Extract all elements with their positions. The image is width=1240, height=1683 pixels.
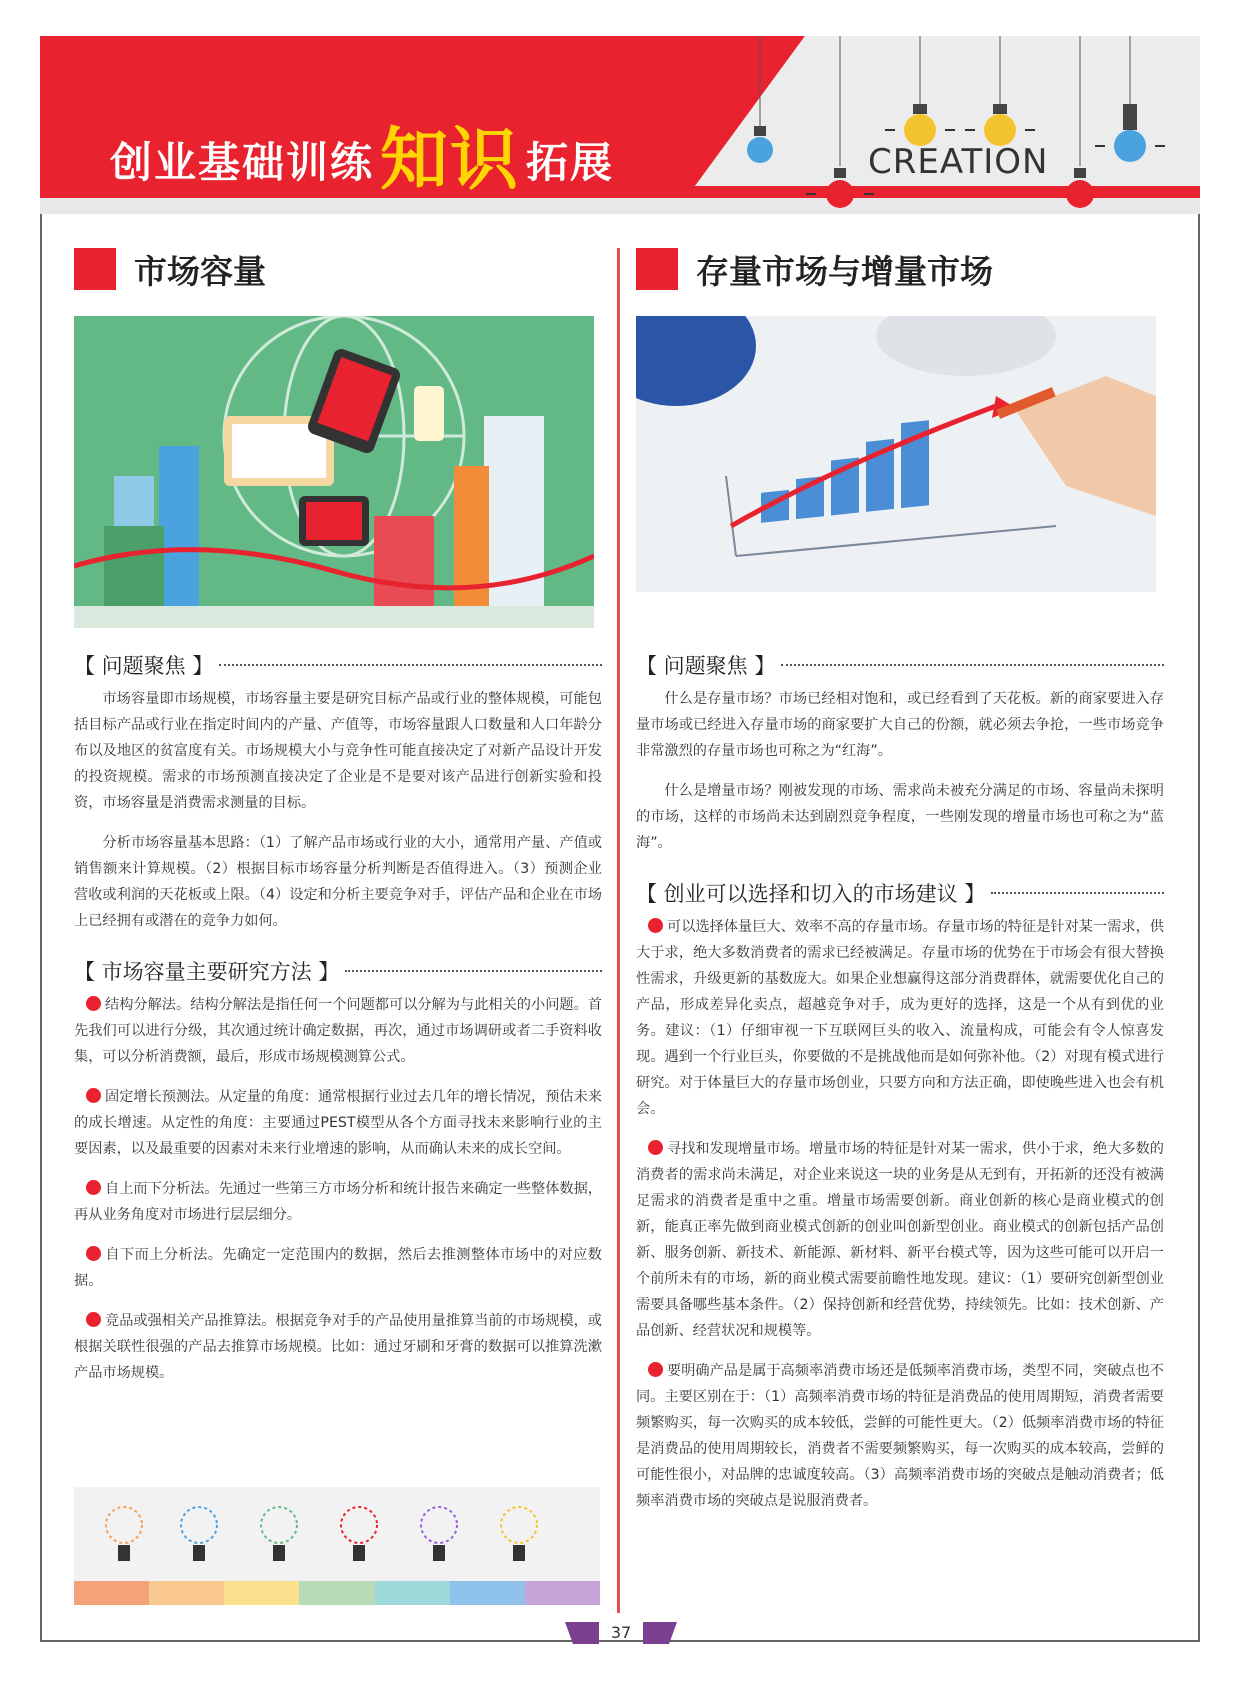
method-item bbox=[74, 1242, 602, 1294]
advice-item bbox=[636, 1136, 1164, 1344]
method-item-text: 结构分解法。结构分解法是指任何一个问题都可以分解为与此相关的小问题。首先我们可以进行分级，其次通过统计确定数据，再次，通过市场调研或者二手资料收集，可以分析消费额，最后，形成市场规模测算公式。 bbox=[74, 997, 602, 1065]
method-item-text: 自下而上分析法。先确定一定范围内的数据，然后去推测整体市场中的对应数据。 bbox=[74, 1247, 602, 1289]
bullet-dot-icon bbox=[86, 1180, 101, 1195]
method-item bbox=[74, 1176, 602, 1228]
header-title-big: 知识 bbox=[380, 121, 521, 200]
header-title bbox=[110, 106, 614, 203]
right-focus-heading bbox=[636, 650, 1164, 680]
dotted-rule bbox=[345, 970, 602, 972]
advice-item bbox=[636, 1358, 1164, 1514]
dotted-rule bbox=[991, 892, 1164, 894]
network-bulb-icon bbox=[181, 1507, 217, 1561]
methods-heading bbox=[74, 956, 602, 986]
method-item-text: 固定增长预测法。从定量的角度：通常根据行业过去几年的增长情况，预估未来的成长增速。从定性的角度：主要通过PEST模型从各个方面寻找未来影响行业的主要因素，以及最重要的因素对未来行业增速的影响，从而确认未来的成长空间。 bbox=[74, 1089, 602, 1157]
methods-heading-text: 【 市场容量主要研究方法 】 bbox=[74, 960, 340, 984]
left-section-title bbox=[74, 244, 602, 294]
left-focus-heading bbox=[74, 650, 602, 680]
title-square-icon bbox=[636, 248, 678, 290]
column-divider bbox=[617, 248, 620, 1613]
title-square-icon bbox=[74, 248, 116, 290]
right-focus-paragraph-2: 什么是增量市场？刚被发现的市场、需求尚未被充分满足的市场、容量尚未探明的市场，这样的市场尚未达到剧烈竞争程度，一些刚发现的增量市场也可称之为“蓝海”。 bbox=[636, 783, 1164, 851]
bullet-dot-icon bbox=[648, 1362, 663, 1377]
method-item bbox=[74, 1308, 602, 1386]
network-bulb-icon bbox=[261, 1507, 297, 1561]
left-column bbox=[74, 244, 602, 1386]
right-section-title-text: 存量市场与增量市场 bbox=[696, 251, 993, 291]
advice-heading-text: 【 创业可以选择和切入的市场建议 】 bbox=[636, 882, 986, 906]
method-item-text: 自上而下分析法。先通过一些第三方市场分析和统计报告来确定一些整体数据，再从业务角度对市场进行层层细分。 bbox=[74, 1181, 602, 1223]
page-header bbox=[40, 36, 1200, 214]
page-number: 37 bbox=[610, 1623, 632, 1642]
advice-item bbox=[636, 914, 1164, 1122]
bullet-dot-icon bbox=[86, 996, 101, 1011]
right-focus-paragraph-1: 什么是存量市场？市场已经相对饱和，或已经看到了天花板。新的商家要进入存量市场或已经进入存量市场的商家要扩大自己的份额，就必须去争抢，一些市场竞争非常激烈的存量市场也可称之为“红海”。 bbox=[636, 691, 1164, 759]
page-number-tab bbox=[565, 1622, 677, 1644]
right-column bbox=[636, 244, 1164, 1514]
bullet-dot-icon bbox=[648, 1140, 663, 1155]
network-bulb-icon bbox=[501, 1507, 537, 1561]
growth-chart-photo bbox=[636, 316, 1156, 628]
bullet-dot-icon bbox=[86, 1312, 101, 1327]
dotted-rule bbox=[219, 664, 602, 666]
method-item bbox=[74, 1084, 602, 1162]
header-creation-text: CREATION bbox=[868, 142, 1049, 182]
advice-heading bbox=[636, 878, 1164, 908]
bulb-decoration-strip bbox=[74, 1487, 600, 1605]
advice-item-text: 寻找和发现增量市场。增量市场的特征是针对某一需求，供小于求，绝大多数的消费者的需求尚未满足，对企业来说这一块的业务是从无到有，开拓新的还没有被满足需求的消费者是重中之重。增量市场需要创新。商业创新的核心是商业模式的创新，能真正率先做到商业模式创新的创业叫创新型创业。商业模式的创新包括产品创新、服务创新、新技术、新能源、新材料、新平台模式等，因为这些可能可以开启一个前所未有的市场，新的商业模式需要前瞻性地发现。建议：（1）要研究创新型创业需要具备哪些基本条件。（2）保持创新和经营优势，持续领先。比如：技术创新、产品创新、经营状况和规模等。 bbox=[636, 1141, 1164, 1339]
left-section-title-text: 市场容量 bbox=[134, 251, 266, 291]
network-bulb-icon bbox=[421, 1507, 457, 1561]
bullet-dot-icon bbox=[648, 918, 663, 933]
advice-item-text: 可以选择体量巨大、效率不高的存量市场。存量市场的特征是针对某一需求，供大于求，绝大多数消费者的需求已经被满足。存量市场的优势在于市场会有很大替换性需求，升级更新的基数庞大。如果企业想赢得这部分消费群体，就需要优化自己的产品，形成差异化卖点，超越竞争对手，成为更好的选择，这是一个从有到优的业务。建议：（1）仔细审视一下互联网巨头的收入、流量构成，可能会有令人惊喜发现。遇到一个行业巨头，你要做的不是挑战他而是如何弥补他。（2）对现有模式进行研究。对于体量巨大的存量市场创业，只要方向和方法正确，即使晚些进入也会有机会。 bbox=[636, 919, 1164, 1117]
header-title-a: 创业基础训练 bbox=[110, 138, 375, 187]
bullet-dot-icon bbox=[86, 1088, 101, 1103]
advice-item-text: 要明确产品是属于高频率消费市场还是低频率消费市场，类型不同，突破点也不同。主要区别在于：（1）高频率消费市场的特征是消费品的使用周期短，消费者需要频繁购买，每一次购买的成本较低，尝鲜的可能性更大。（2）低频率消费市场的特征是消费品的使用周期较长，消费者不需要频繁购买，每一次购买的成本较高，尝鲜的可能性很小，对品牌的忠诚度较高。（3）高频率消费市场的突破点是触动消费者；低频率消费市场的突破点是说服消费者。 bbox=[636, 1363, 1164, 1509]
method-item-text: 竞品或强相关产品推算法。根据竞争对手的产品使用量推算当前的市场规模，或根据关联性很强的产品去推算市场规模。比如：通过牙刷和牙膏的数据可以推算洗漱产品市场规模。 bbox=[74, 1313, 602, 1381]
network-bulb-icon bbox=[106, 1507, 142, 1561]
dotted-rule bbox=[781, 664, 1164, 666]
left-focus-paragraph-1: 市场容量即市场规模，市场容量主要是研究目标产品或行业的整体规模，可能包括目标产品或行业在指定时间内的产量、产值等，市场容量跟人口数量和人口年龄分布以及地区的贫富度有关。市场规模大小与竞争性可能直接决定了对新产品设计开发的投资规模。需求的市场预测直接决定了企业是不是要对该产品进行创新实验和投资，市场容量是消费需求测量的目标。 bbox=[74, 691, 602, 811]
header-title-b: 拓展 bbox=[526, 138, 615, 187]
right-focus-heading-text: 【 问题聚焦 】 bbox=[636, 654, 776, 678]
right-section-title bbox=[636, 244, 1164, 294]
left-focus-paragraph-2: 分析市场容量基本思路：（1）了解产品市场或行业的大小，通常用产量、产值或销售额来计算规模。（2）根据目标市场容量分析判断是否值得进入。（3）预测企业营收或利润的天花板或上限。（4）设定和分析主要竞争对手，评估产品和企业在市场上已经拥有或潜在的竞争力如何。 bbox=[74, 835, 602, 929]
market-illustration bbox=[74, 316, 594, 628]
bullet-dot-icon bbox=[86, 1246, 101, 1261]
left-focus-heading-text: 【 问题聚焦 】 bbox=[74, 654, 214, 678]
method-item bbox=[74, 992, 602, 1070]
network-bulb-icon bbox=[341, 1507, 377, 1561]
color-stripes bbox=[74, 1581, 600, 1605]
